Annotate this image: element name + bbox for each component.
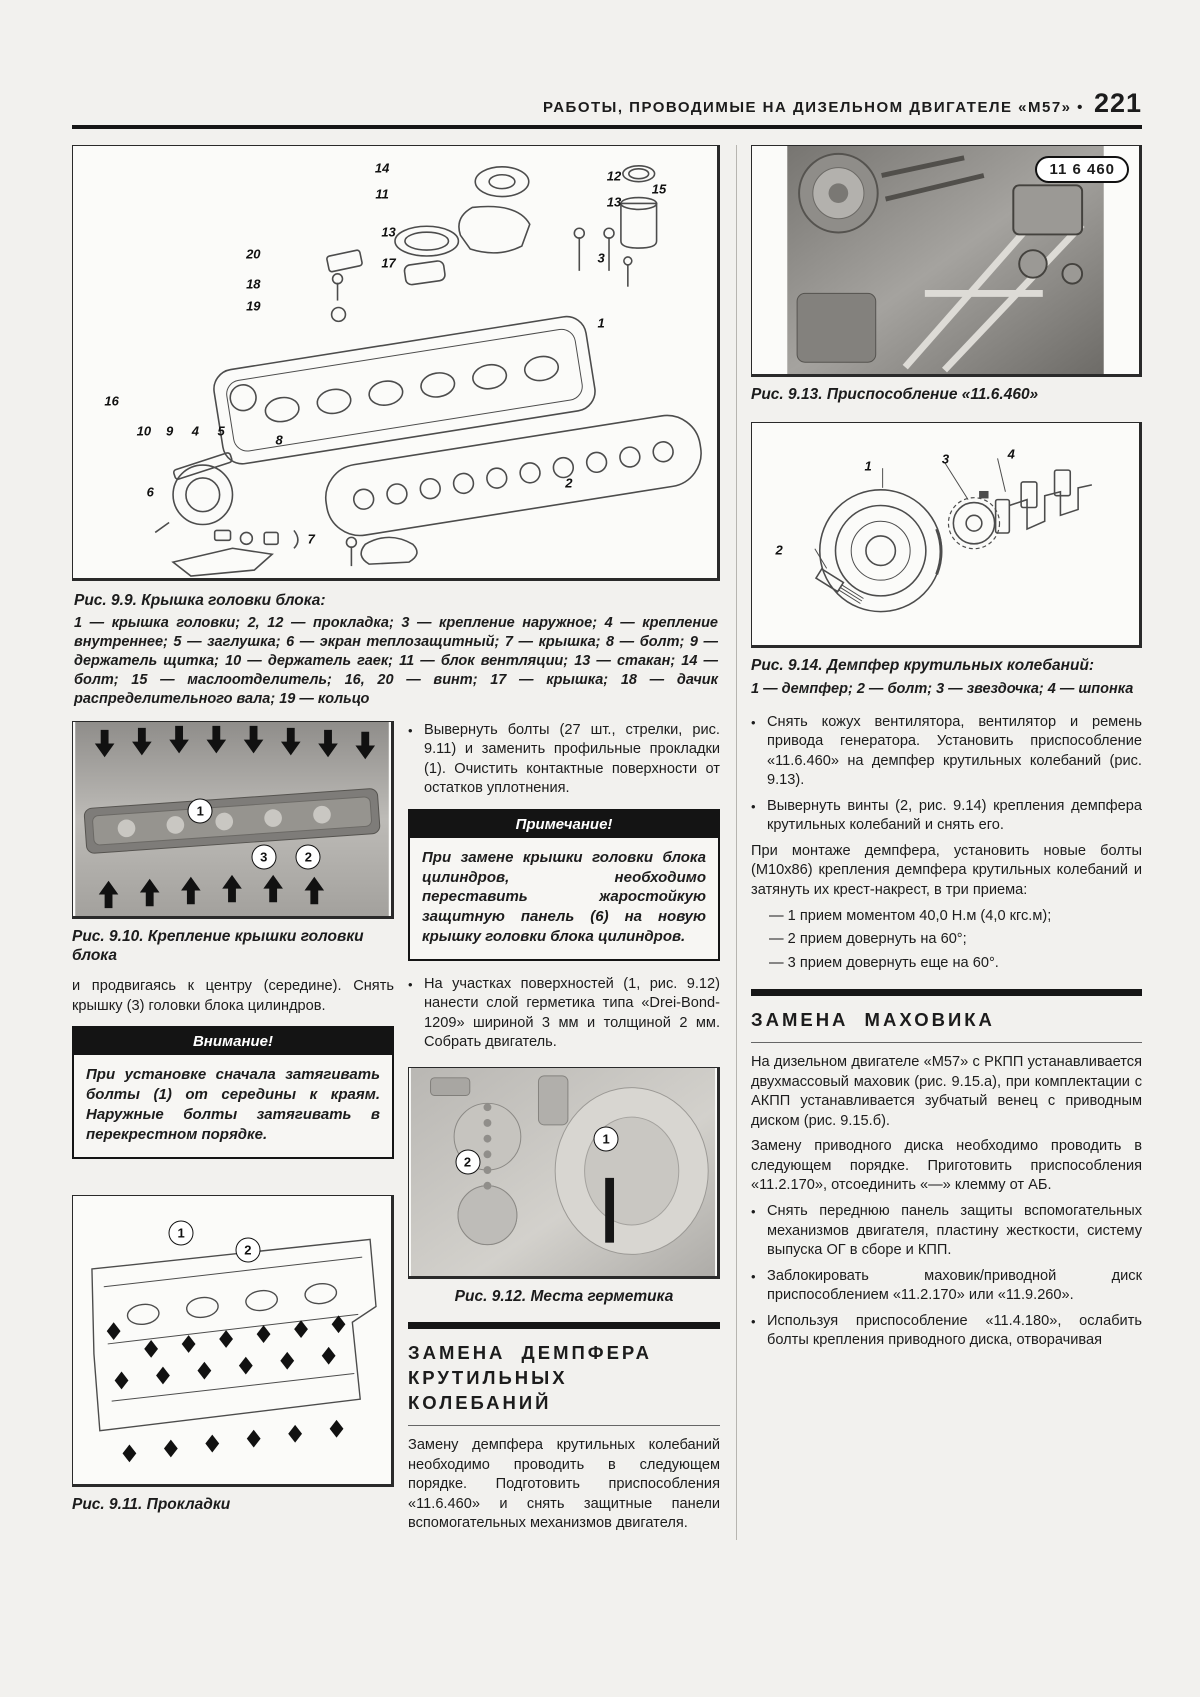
- step-item: — 3 прием довернуть еще на 60°.: [769, 954, 999, 971]
- figure-9-12-caption: Рис. 9.12. Места герметика: [454, 1287, 674, 1305]
- figure-callout-6: 6: [146, 484, 154, 500]
- figure-callout-11: 11: [375, 186, 389, 202]
- figure-9-10-caption: Рис. 9.10. Крепление крышки головки блока: [72, 927, 364, 964]
- figure-callout-9: 9: [165, 423, 174, 439]
- list-item-text: Заблокировать маховик/приводной диск приспособлением «11.2.170» или «11.9.260».: [767, 1267, 1142, 1304]
- figure-9-11-caption: Рис. 9.11. Прокладки: [72, 1495, 231, 1513]
- figure-9-9-caption: Рис. 9.9. Крышка головки блока:: [74, 592, 326, 609]
- tool-number-tag: 11 6 460: [1035, 156, 1129, 183]
- page-content: [72, 145, 1142, 1540]
- list-item: [408, 975, 720, 1053]
- section-rule-top: [751, 989, 1142, 996]
- step-item: — 2 прием довернуть на 60°;: [769, 931, 967, 948]
- figure-callout-18: 18: [246, 276, 261, 292]
- figure-callout-3: 3: [251, 845, 276, 870]
- bullet-marker: •: [751, 1313, 756, 1329]
- figure-9-11: [72, 1195, 394, 1487]
- section-flywheel: [751, 989, 1142, 1043]
- column-left: [72, 721, 394, 1540]
- figure-callout-4: 4: [191, 423, 199, 439]
- figure-9-12: [408, 1067, 720, 1279]
- running-title: РАБОТЫ, ПРОВОДИМЫЕ НА ДИЗЕЛЬНОМ ДВИГАТЕЛЕ «М57» •: [543, 99, 1084, 116]
- note-title: Примечание!: [410, 811, 718, 838]
- figure-callout-7: 7: [307, 531, 315, 547]
- figure-callout-16: 16: [104, 393, 119, 409]
- figure-9-9: [72, 145, 720, 581]
- left-two-thirds: [72, 145, 720, 1540]
- figure-callout-2: 2: [565, 475, 573, 491]
- figure-callout-12: 12: [606, 168, 622, 184]
- bullet-marker: •: [408, 722, 413, 738]
- list-item: [408, 721, 720, 799]
- list-item: [751, 1267, 1142, 1306]
- section-rule-bottom: [408, 1425, 720, 1426]
- figure-9-9-legend: 1 — крышка головки; 2, 12 — прокладка; 3 — крепление наружное; 4 — крепление внутреннее; 5 — заглушка; 6 — экран теплозащитный; 7 — крышка; 8 — болт; 9 — держатель щитка; 10 — держатель гаек; 11 — блок вентляции; 13 — стакан; 14 — болт; 15 — маслоотделитель; 16, 20 — винт; 17 — крышка; 18 — дачик распределительного вала; 19 — кольцо: [74, 615, 718, 707]
- figure-callout-2: 2: [235, 1238, 260, 1263]
- bullet-marker: •: [751, 1203, 756, 1219]
- figure-callout-1: 1: [864, 458, 872, 474]
- figure-callout-2: 2: [455, 1149, 480, 1174]
- figure-callout-3: 3: [941, 451, 950, 467]
- page-header: [72, 88, 1142, 129]
- gaskets-diagram: [73, 1196, 391, 1484]
- bullet-marker: •: [408, 976, 413, 992]
- list-item-text: Вывернуть болты (27 шт., стрелки, рис. 9.11) и заменить профильные прокладки (1). Очистить контактные поверхности от остатков уплотнения.: [424, 721, 720, 797]
- figure-callout-4: 4: [1007, 446, 1015, 462]
- figure-callout-1: 1: [594, 1126, 619, 1151]
- paragraph: и продвигаясь к центру (середине). Снять крышку (3) головки блока цилиндров.: [72, 978, 394, 1014]
- figure-9-14: [751, 422, 1142, 648]
- figure-9-10: [72, 721, 394, 919]
- bullet-marker: •: [751, 798, 756, 814]
- list-item-text: На участках поверхностей (1, рис. 9.12) нанести слой герметика типа «Drei-Bond-1209» шириной 3 мм и толщиной 2 мм. Собрать двигатель.: [424, 975, 720, 1051]
- figure-callout-5: 5: [217, 423, 225, 439]
- attention-text: При установке сначала затягивать болты (1) от середины к краям. Наружные болты затягивать в перекрестном порядке.: [86, 1066, 380, 1143]
- paragraph: На дизельном двигателе «М57» с РКПП устанавливается двухмассовый маховик (рис. 9.15.а), при комплектации с АКПП устанавливается зубчатый венец с приводным диском (рис. 9.15.б).: [751, 1054, 1142, 1129]
- list-item-text: Снять кожух вентилятора, вентилятор и ремень привода генератора. Установить приспособление «11.6.460» на демпфер крутильных колебаний (рис. 9.13).: [767, 713, 1142, 789]
- note-box: [408, 809, 720, 961]
- list-item-text: Используя приспособление «11.4.180», ослабить болты крепления приводного диска, отворачивая: [767, 1312, 1142, 1349]
- bullet-marker: •: [751, 714, 756, 730]
- list-item: [751, 1202, 1142, 1261]
- figure-9-13: [751, 145, 1142, 377]
- figure-9-13-caption: Рис. 9.13. Приспособление «11.6.460»: [751, 386, 1039, 403]
- section-title: ЗАМЕНА МАХОВИКА: [751, 1009, 995, 1031]
- list-item: [751, 713, 1142, 791]
- section-rule-top: [408, 1322, 720, 1329]
- step-item: — 1 прием моментом 40,0 Н.м (4,0 кгс.м);: [769, 907, 1052, 924]
- column-middle: [408, 721, 720, 1540]
- paragraph: Замену приводного диска необходимо проводить в следующем порядке. Приготовить приспособления «11.2.170», отсоединить «—» клемму от АБ.: [751, 1138, 1142, 1194]
- list-item: [751, 797, 1142, 836]
- section-title: ЗАМЕНА ДЕМПФЕРА КРУТИЛЬНЫХ КОЛЕБАНИЙ: [408, 1342, 652, 1414]
- list-item-text: Снять переднюю панель защиты вспомогательных механизмов двигателя, пластину жесткости, систему выпуска ОГ в сборе и КПП.: [767, 1202, 1142, 1259]
- figure-callout-1: 1: [169, 1221, 194, 1246]
- figure-callout-20: 20: [246, 246, 261, 262]
- figure-callout-13: 13: [381, 224, 396, 240]
- section-damper: [408, 1322, 720, 1426]
- figure-callout-17: 17: [381, 255, 396, 271]
- figure-callout-14: 14: [374, 160, 390, 176]
- figure-callout-3: 3: [597, 250, 605, 266]
- cover-fastening-photo: [73, 722, 391, 916]
- sealant-locations-photo: [409, 1068, 717, 1276]
- figure-callout-2: 2: [775, 542, 783, 558]
- valve-cover-exploded-diagram: [73, 146, 717, 578]
- figure-callout-13: 13: [606, 194, 622, 210]
- figure-callout-15: 15: [651, 181, 667, 197]
- list-item: [751, 1312, 1142, 1351]
- note-text: При замене крышки головки блока цилиндров, необходимо переставить жаростойкую защитную панель (6) на новую крышку головки блока цилиндров.: [422, 848, 706, 945]
- figure-callout-19: 19: [246, 298, 261, 314]
- figure-callout-2: 2: [296, 845, 321, 870]
- bullet-marker: •: [751, 1268, 756, 1284]
- figure-callout-1: 1: [188, 798, 213, 823]
- figure-9-14-legend: 1 — демпфер; 2 — болт; 3 — звездочка; 4 — шпонка: [751, 680, 1134, 697]
- column-right: [736, 145, 1142, 1540]
- figure-callout-8: 8: [275, 432, 283, 448]
- page-number: 221: [1093, 88, 1142, 118]
- paragraph: Замену демпфера крутильных колебаний необходимо проводить в следующем порядке. Подготовить приспособления «11.6.460» и снять защитные панели вспомогательных механизмов двигателя.: [408, 1437, 720, 1532]
- attention-box: [72, 1026, 394, 1158]
- figure-9-14-caption: Рис. 9.14. Демпфер крутильных колебаний:: [751, 657, 1095, 675]
- attention-title: Внимание!: [74, 1028, 392, 1055]
- paragraph: При монтаже демпфера, установить новые болты (М10х86) крепления демпфера крутильных колебаний и затянуть их крест-накрест, в три приема:: [751, 842, 1142, 898]
- figure-callout-10: 10: [136, 423, 152, 439]
- section-rule-bottom: [751, 1042, 1142, 1043]
- list-item-text: Вывернуть винты (2, рис. 9.14) крепления демпфера крутильных колебаний и снять его.: [767, 797, 1142, 834]
- figure-callout-1: 1: [597, 315, 605, 331]
